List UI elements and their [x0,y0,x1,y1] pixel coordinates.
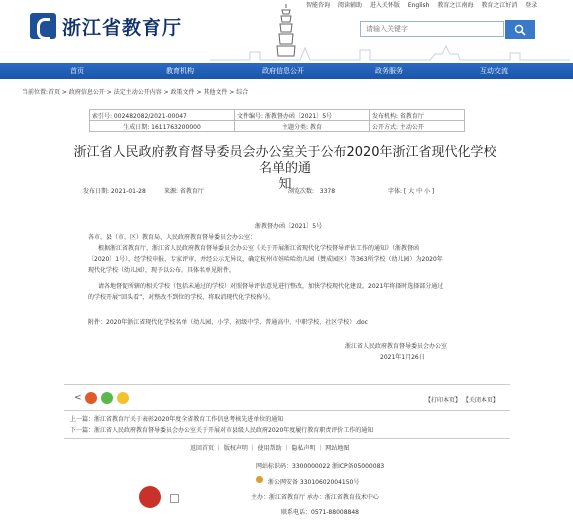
source: 来源: 省教育厅 [164,188,204,195]
footer-police: 浙公网安备 33010602004150号 [268,479,360,486]
search-input[interactable] [360,21,504,37]
footer-host: 主办：浙江省教育厅 承办：浙江省教育技术中心 [251,494,379,501]
broken-image-icon [170,494,179,503]
views-count: 3378 [319,188,336,195]
meta-index: 索引号: 002482082/2021-00047 [90,110,235,121]
publish-date: 发布日期: 2021-01-28 [83,188,146,195]
divider [64,438,510,439]
nav-institutions[interactable]: 教育机构 [166,67,194,75]
search-button[interactable] [505,20,535,39]
meta-disclosure: 公开方式: 主动公开 [370,121,465,132]
skyline-illustration [210,38,570,62]
main-nav [0,63,573,79]
title-line-1: 浙江省人民政府教育督导委员会办公室关于公布2020年浙江省现代化学校名单的通 [73,145,497,176]
toplink-login[interactable]: 登录 [525,2,538,9]
attachment-link[interactable]: 附件：2020年浙江省现代化学校名单（幼儿园、小学、初级中学、普通高中、中职学校、社区学校）.doc [88,319,368,326]
meta-created: 生成日期: 1611763200000 [90,121,235,132]
next-article[interactable]: 下一篇：浙江省人民政府教育督导委员会办公室关于开展对市县级人民政府2020年度履行教育职责评价工作的通知 [70,427,374,434]
nav-home[interactable]: 首页 [70,67,84,75]
weibo-icon[interactable] [85,392,97,404]
views [288,186,335,195]
para1-line1: 根据浙江省教育厅、浙江省人民政府教育督导委员会办公室《关于开展浙江省现代化学校督导评估工作的通知》（浙教督函 [98,245,420,252]
print-close-links[interactable]: 【打印本页】 【关闭本页】 [425,397,499,404]
toplink-care[interactable]: 进入关怀版 [369,2,400,9]
views-label: 浏览次数: [288,188,315,195]
toplink-edu-2[interactable]: 教育之江好消 [481,2,518,9]
para2-line2: 的学校开展“回头看”，对整改不到位的学校，将取消现代化学校称号。 [88,294,275,301]
logo-icon[interactable] [30,13,56,39]
toplink-edu-1[interactable]: 教育之江南海 [437,2,474,9]
site-name[interactable]: 浙江省教育厅 [62,17,183,39]
search-icon [514,24,526,36]
meta-doc-no: 文件编号: 浙教督办函〔2021〕5号 [235,110,370,121]
share-icon[interactable]: < [74,393,82,403]
nav-services[interactable]: 政务服务 [375,67,403,75]
sign-date: 2021年1月26日 [380,354,425,361]
police-icon [256,476,263,483]
nav-interaction[interactable]: 互动交流 [480,67,508,75]
sign-org: 浙江省人民政府教育督导委员会办公室 [345,343,448,350]
title-line-2: 知 [278,177,292,192]
toplink-reading[interactable]: 阅读辅助 [337,2,362,9]
font-size-switch[interactable]: 字体: [ 大 中 小 ] [388,188,435,195]
footer-links[interactable]: 返回首页 ｜ 版权声明 ｜ 使用帮助 ｜ 隐私声明 ｜ 网站地图 [190,445,350,452]
top-links [306,0,543,9]
nav-gov-info[interactable]: 政府信息公开 [262,67,304,75]
prev-article[interactable]: 上一篇：浙江省教育厅关于表彰2020年度全省教育工作信息考核先进单位的通知 [70,416,284,423]
para2-line1: 请各地督促所辖的相关学校（包括未通过的学校）对照督导评估意见进行整改，加快学校现代化建设。2021年将择时选择部分通过 [98,283,444,290]
footer-phone: 联系电话：0571-88008848 [281,509,359,516]
para1-line3: 现代化学校（幼儿园），现予以公布。具体名单见附件。 [88,267,236,274]
meta-topic: 主题分类: 教育 [235,121,370,132]
gov-badge-icon[interactable] [139,486,161,508]
divider [64,384,510,385]
wechat-icon[interactable] [101,392,113,404]
footer-icp: 网站标识码：3300000022 浙ICP备05000083 [256,463,385,470]
toplink-english[interactable]: English [407,2,430,9]
breadcrumb: 当前位置:首页 > 政府信息公开 > 法定主动公开内容 > 政策文件 > 其他文件 > 综合 [22,89,249,96]
toplink-consult[interactable]: 智能咨询 [306,2,331,9]
para1-line2: 〔2020〕1号），经学校申报、专家评审、并经公示无异议，确定杭州市娃哈哈幼儿园（赞成园区）等363所学校（幼儿园）为2020年 [88,256,443,263]
qzone-icon[interactable] [117,392,129,404]
salutation: 各市、县（市、区）教育局、人民政府教育督导委员会办公室： [88,234,257,241]
meta-publisher: 发布机构: 省教育厅 [370,110,465,121]
doc-number: 浙教督办函〔2021〕5号 [255,223,323,230]
divider [64,410,510,411]
document-meta-table [89,109,465,132]
